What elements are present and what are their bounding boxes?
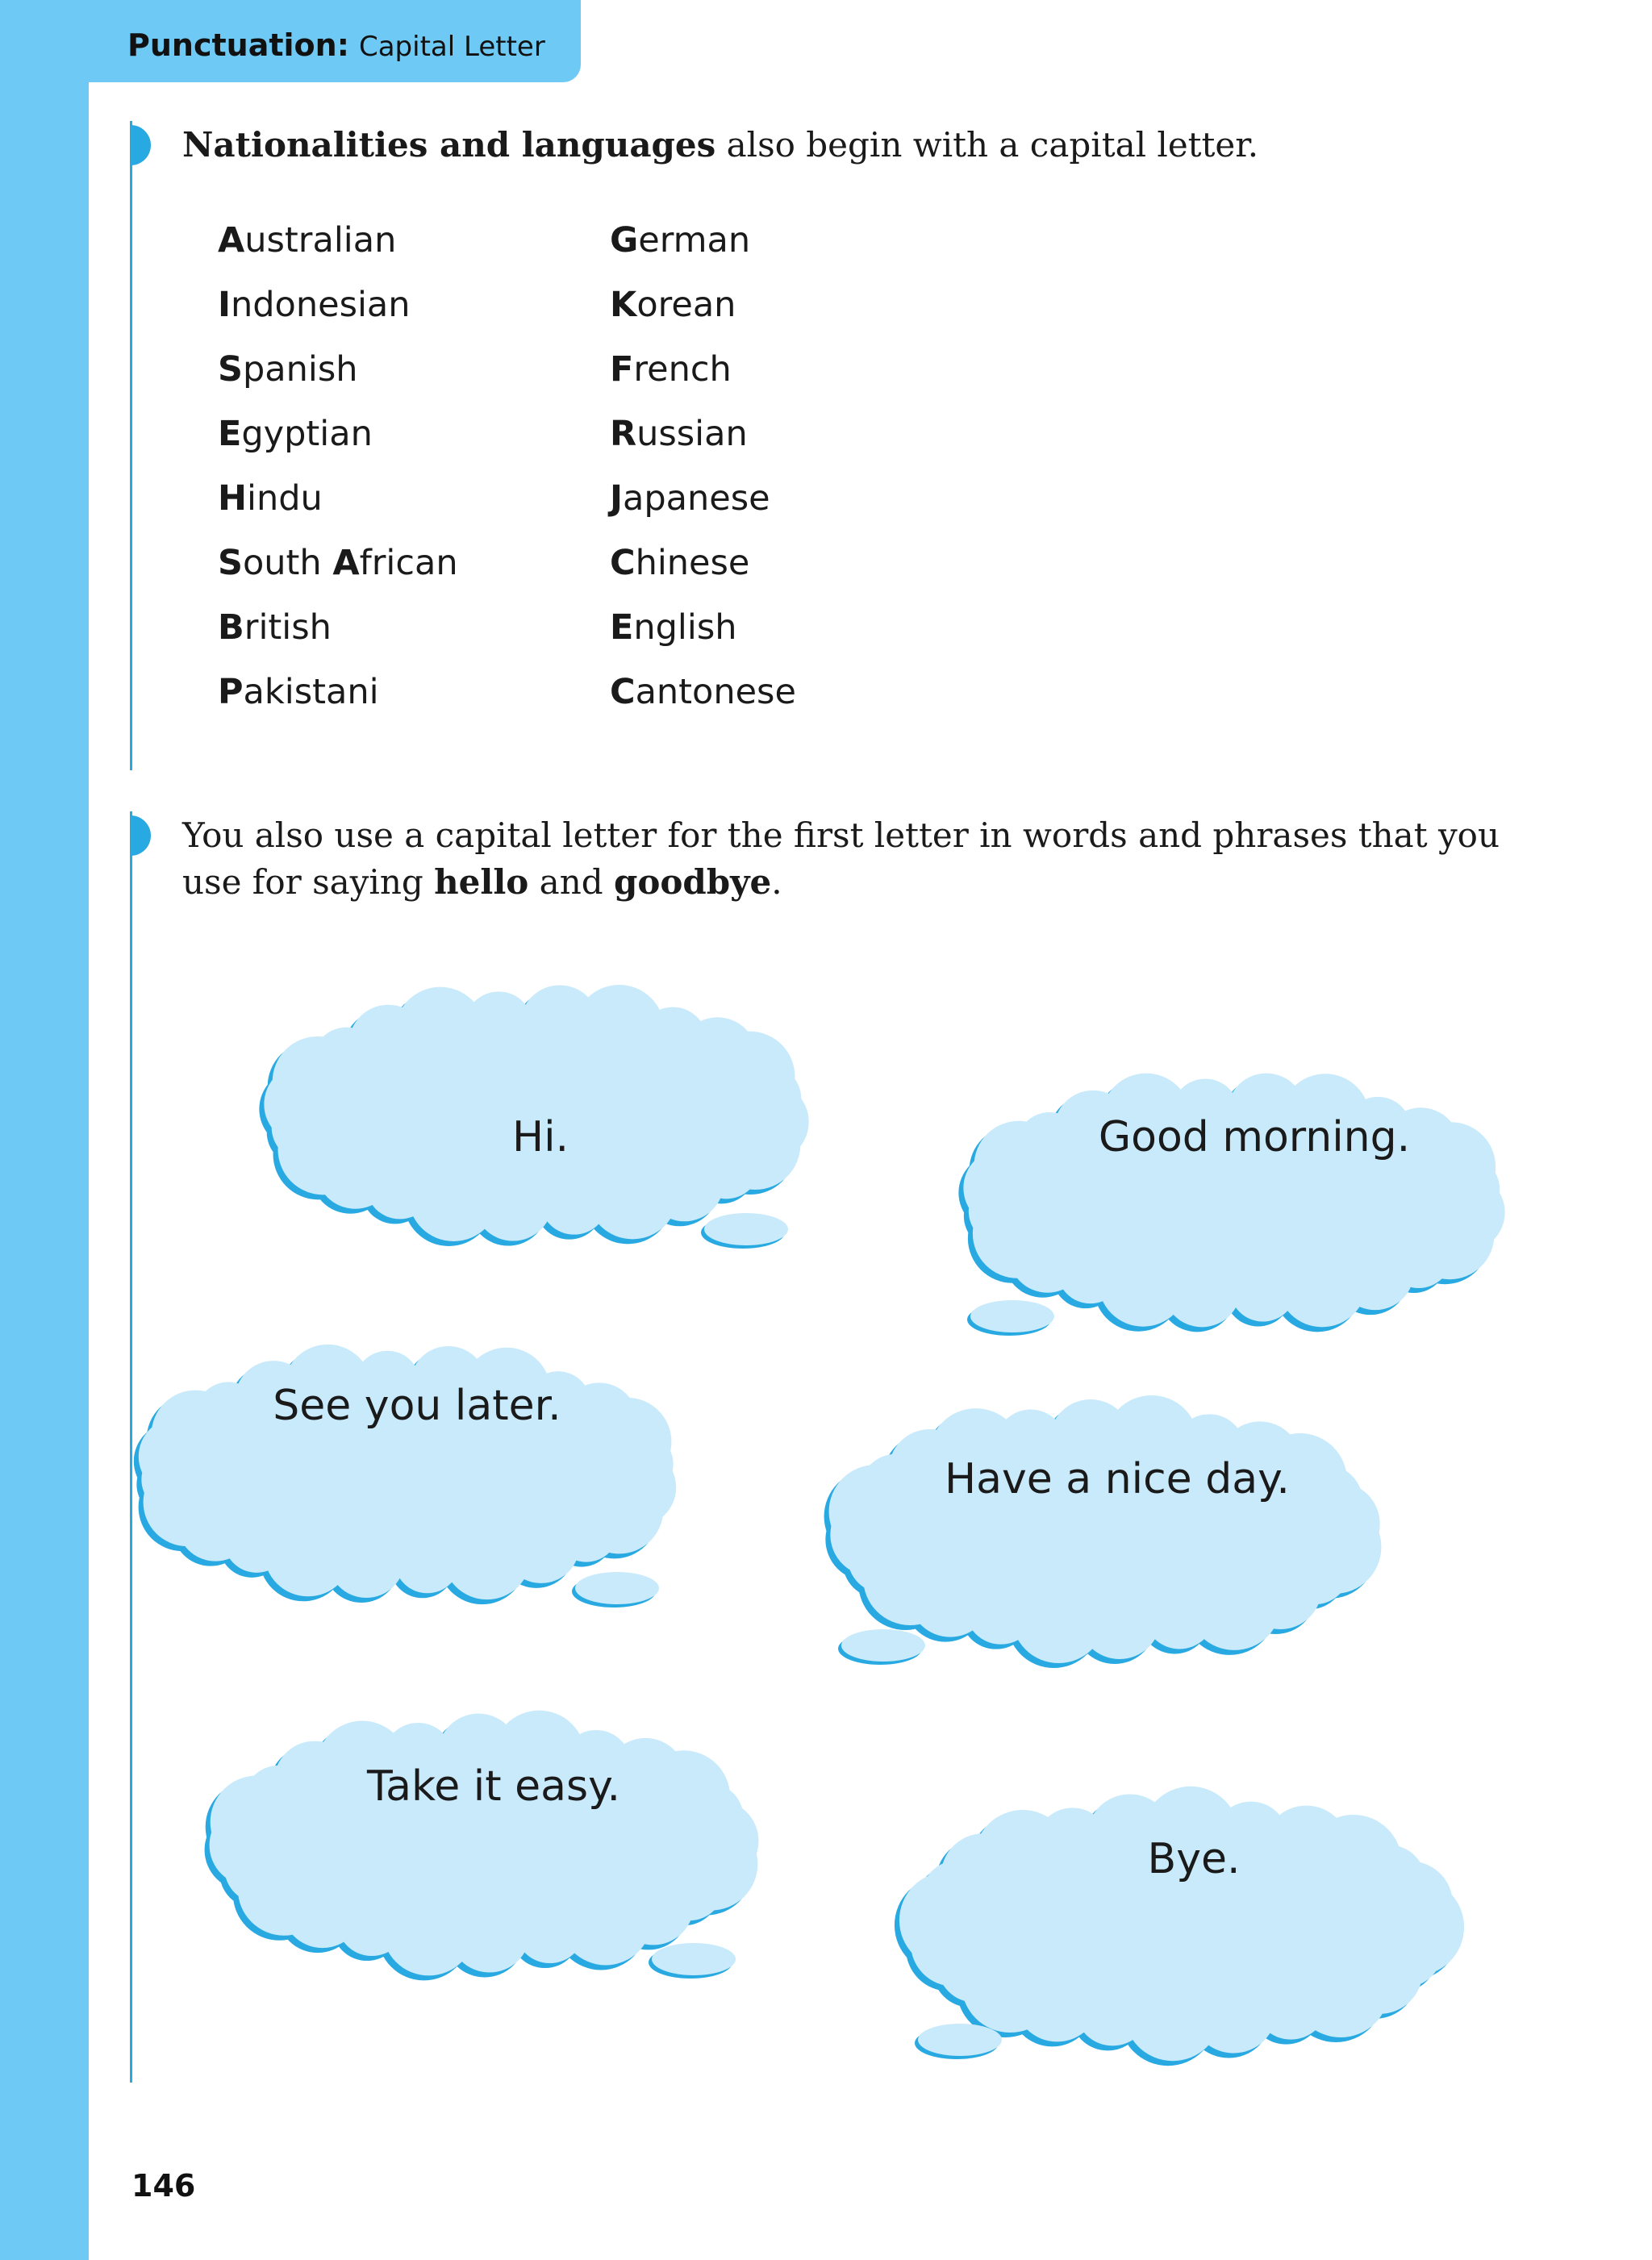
- thought-cloud-take-it-easy: [218, 1706, 774, 1988]
- nationality-list-left: [218, 208, 458, 724]
- nationality-item: [218, 337, 458, 402]
- nationality-item: [218, 208, 458, 273]
- thought-cloud-have-a-nice-day: [839, 1392, 1395, 1674]
- capital-letter: S: [218, 543, 243, 583]
- cloud-shape: [916, 1787, 1472, 2077]
- nationality-item: [610, 273, 796, 337]
- nationality-item: [610, 660, 796, 724]
- block2-line1: You also use a capital letter for the first letter in words and phrases that you: [182, 815, 1500, 855]
- block2-intro: [182, 812, 1505, 906]
- word-rest: panish: [242, 349, 358, 390]
- intro-bold: Nationalities and languages: [182, 125, 716, 165]
- side-color-strip: [0, 0, 89, 2260]
- capital-letter: A: [332, 543, 360, 583]
- capital-letter: B: [218, 607, 244, 648]
- word-rest: gyptian: [241, 414, 373, 454]
- cloud-shape: [839, 1392, 1395, 1682]
- word-hello: hello: [434, 862, 529, 902]
- capital-letter: E: [218, 414, 242, 454]
- block2-line2a: use for saying: [182, 862, 435, 902]
- nationality-item: [610, 337, 796, 402]
- nationality-item: [610, 402, 796, 466]
- nationality-item: [610, 466, 796, 531]
- block1-marker: [130, 125, 151, 165]
- intro-rest: also begin with a capital letter.: [715, 125, 1259, 165]
- nationality-list-right: [610, 208, 796, 724]
- block2-rule: [130, 811, 132, 2083]
- block2-marker: [130, 815, 151, 856]
- word-goodbye: goodbye: [613, 862, 772, 902]
- page-header: [127, 27, 545, 63]
- nationality-item: [610, 208, 796, 273]
- cloud-text: Good morning.: [1098, 1113, 1411, 1161]
- word-rest: ndonesian: [231, 285, 411, 325]
- thought-cloud-see-you-later: [141, 1335, 698, 1625]
- capital-letter: R: [610, 414, 637, 454]
- nationality-item: [218, 466, 458, 531]
- word-rest: nglish: [633, 607, 737, 648]
- nationality-item: [218, 660, 458, 724]
- capital-letter: A: [218, 220, 245, 261]
- word-rest: erman: [638, 220, 751, 261]
- capital-letter: J: [610, 478, 623, 519]
- word-rest: orean: [636, 285, 736, 325]
- cloud-shape: [968, 1063, 1525, 1353]
- nationality-item: [610, 531, 796, 595]
- thought-cloud-good-morning: [968, 1063, 1525, 1345]
- word-rest: ritish: [244, 607, 332, 648]
- capital-letter: E: [610, 607, 634, 648]
- cloud-text: See you later.: [273, 1382, 561, 1430]
- word-rest: frican: [359, 543, 458, 583]
- nationality-item: [218, 402, 458, 466]
- block2-line2c: .: [771, 862, 782, 902]
- cloud-shape: [218, 1706, 774, 1996]
- word-rest: apanese: [623, 478, 770, 519]
- capital-letter: K: [610, 285, 637, 325]
- block1-rule: [130, 121, 132, 770]
- nationality-item: [218, 273, 458, 337]
- word-rest: akistani: [243, 672, 379, 712]
- cloud-text: Bye.: [1147, 1835, 1241, 1883]
- word-rest: rench: [633, 349, 732, 390]
- word-rest: antonese: [635, 672, 796, 712]
- nationality-item: [218, 595, 458, 660]
- capital-letter: I: [218, 285, 231, 325]
- capital-letter: F: [610, 349, 634, 390]
- capital-letter: H: [218, 478, 247, 519]
- capital-letter: S: [218, 349, 243, 390]
- block1-intro: [182, 122, 1505, 169]
- word-rest: ustralian: [244, 220, 397, 261]
- thought-cloud-hi: [270, 976, 827, 1266]
- thought-cloud-bye: [916, 1787, 1472, 2069]
- cloud-text: Have a nice day.: [945, 1455, 1290, 1503]
- cloud-shape: [141, 1335, 698, 1625]
- word-rest: indu: [247, 478, 323, 519]
- capital-letter: C: [610, 543, 636, 583]
- cloud-text: Hi.: [511, 1113, 569, 1161]
- capital-letter: C: [610, 672, 636, 712]
- page-number: 146: [131, 2168, 196, 2204]
- nationality-item: [218, 531, 458, 595]
- word-rest: outh: [242, 543, 333, 583]
- block2-line2b: and: [528, 862, 614, 902]
- capital-letter: P: [218, 672, 244, 712]
- capital-letter: G: [610, 220, 639, 261]
- nationality-item: [610, 595, 796, 660]
- header-section: Punctuation:: [127, 27, 349, 63]
- header-topic: Capital Letter: [358, 31, 545, 63]
- word-rest: hinese: [635, 543, 750, 583]
- cloud-text: Take it easy.: [366, 1762, 621, 1811]
- word-rest: ussian: [636, 414, 748, 454]
